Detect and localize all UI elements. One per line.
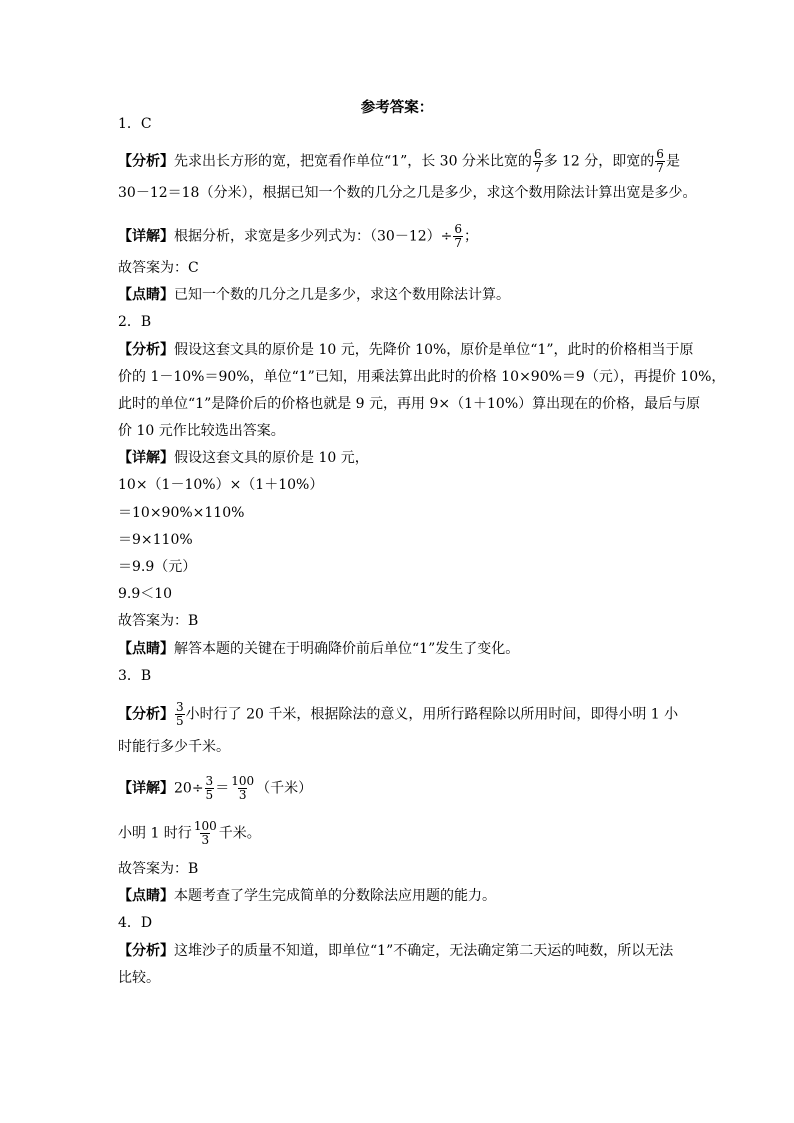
q2-analysis-line4: 价 10 元作比较选出答案。 bbox=[118, 423, 285, 439]
analysis-tag: 【分析】 bbox=[118, 153, 174, 170]
q3-analysis-line2: 时能行多少千米。 bbox=[118, 739, 230, 755]
q2-analysis-line2: 价的 1－10%＝90%，单位“1”已知，用乘法算出此时的价格 10×90%＝9（元），再提价 10%， bbox=[118, 369, 726, 385]
fraction: $\frac{6}{7}$ bbox=[533, 147, 542, 175]
q2-detail: 【详解】假设这套文具的原价是 10 元， bbox=[118, 450, 369, 466]
q3-result: 小明 1 时行 $\frac{100}{3}$ 千米。 bbox=[118, 819, 261, 847]
q2-analysis-line1: 【分析】假设这套文具的原价是 10 元，先降价 10%，原价是单位“1”，此时的价格相当于原 bbox=[118, 342, 694, 358]
page-title: 参考答案： bbox=[360, 99, 434, 116]
analysis-tag: 【分析】 bbox=[118, 706, 174, 723]
q1-analysis-line1: 【分析】先求出长方形的宽，把宽看作单位“1”，长 30 分米比宽的 $\frac{6}{7}$ 多 12 分，即宽的 $\frac{6}{7}$ 是 bbox=[118, 147, 680, 175]
q3-answer: 故答案为：B bbox=[118, 861, 199, 877]
q1-answer: 故答案为：C bbox=[118, 260, 199, 276]
detail-tag: 【详解】 bbox=[118, 228, 174, 245]
fraction: $\frac{100}{3}$ bbox=[193, 819, 217, 847]
q1-detail: 【详解】根据分析，求宽是多少列式为：（30－12）÷ $\frac{6}{7}$ ； bbox=[118, 222, 478, 250]
note-tag: 【点睛】 bbox=[118, 287, 174, 303]
q3-heading: 3．B bbox=[118, 668, 152, 684]
q1-heading: 1．C bbox=[118, 116, 152, 132]
q2-step3: ＝9×110% bbox=[118, 532, 193, 548]
q4-heading: 4．D bbox=[118, 915, 153, 931]
q2-heading: 2．B bbox=[118, 314, 152, 330]
q2-step2: ＝10×90%×110% bbox=[118, 505, 245, 521]
q1-analysis-line2: 30－12＝18（分米），根据已知一个数的几分之几是多少，求这个数用除法计算出宽是多少。 bbox=[118, 185, 697, 201]
analysis-tag: 【分析】 bbox=[118, 342, 174, 358]
q2-step1: 10×（1－10%）×（1＋10%） bbox=[118, 477, 324, 493]
q2-answer: 故答案为：B bbox=[118, 613, 199, 629]
q1-note: 【点睛】已知一个数的几分之几是多少，求这个数用除法计算。 bbox=[118, 287, 510, 303]
fraction: $\frac{3}{5}$ bbox=[176, 700, 184, 728]
q3-analysis-line1: 【分析】 $\frac{3}{5}$ 小时行了 20 千米，根据除法的意义，用所行路程除以所用时间，即得小明 1 小 bbox=[118, 700, 679, 728]
q2-step5: 9.9＜10 bbox=[118, 586, 173, 602]
q4-analysis-line2: 比较。 bbox=[118, 970, 160, 986]
q2-analysis-line3: 此时的单位“1”是降价后的价格也就是 9 元，再用 9×（1＋10%）算出现在的价格，最后与原 bbox=[118, 396, 701, 412]
note-tag: 【点睛】 bbox=[118, 641, 174, 657]
analysis-tag: 【分析】 bbox=[118, 943, 174, 959]
fraction: $\frac{3}{5}$ bbox=[205, 774, 214, 802]
q3-note: 【点睛】本题考查了学生完成简单的分数除法应用题的能力。 bbox=[118, 888, 496, 904]
q2-step4: ＝9.9（元） bbox=[118, 559, 197, 575]
detail-tag: 【详解】 bbox=[118, 780, 174, 797]
detail-tag: 【详解】 bbox=[118, 450, 174, 466]
q4-analysis-line1: 【分析】这堆沙子的质量不知道，即单位“1”不确定，无法确定第二天运的吨数，所以无法 bbox=[118, 943, 674, 959]
q3-detail: 【详解】20÷ $\frac{3}{5}$ ＝ $\frac{100}{3}$ （千米） bbox=[118, 774, 313, 802]
fraction: $\frac{100}{3}$ bbox=[231, 774, 255, 802]
note-tag: 【点睛】 bbox=[118, 888, 174, 904]
q2-note: 【点睛】解答本题的关键在于明确降价前后单位“1”发生了变化。 bbox=[118, 641, 520, 657]
fraction: $\frac{6}{7}$ bbox=[656, 147, 664, 175]
fraction: $\frac{6}{7}$ bbox=[454, 222, 462, 250]
